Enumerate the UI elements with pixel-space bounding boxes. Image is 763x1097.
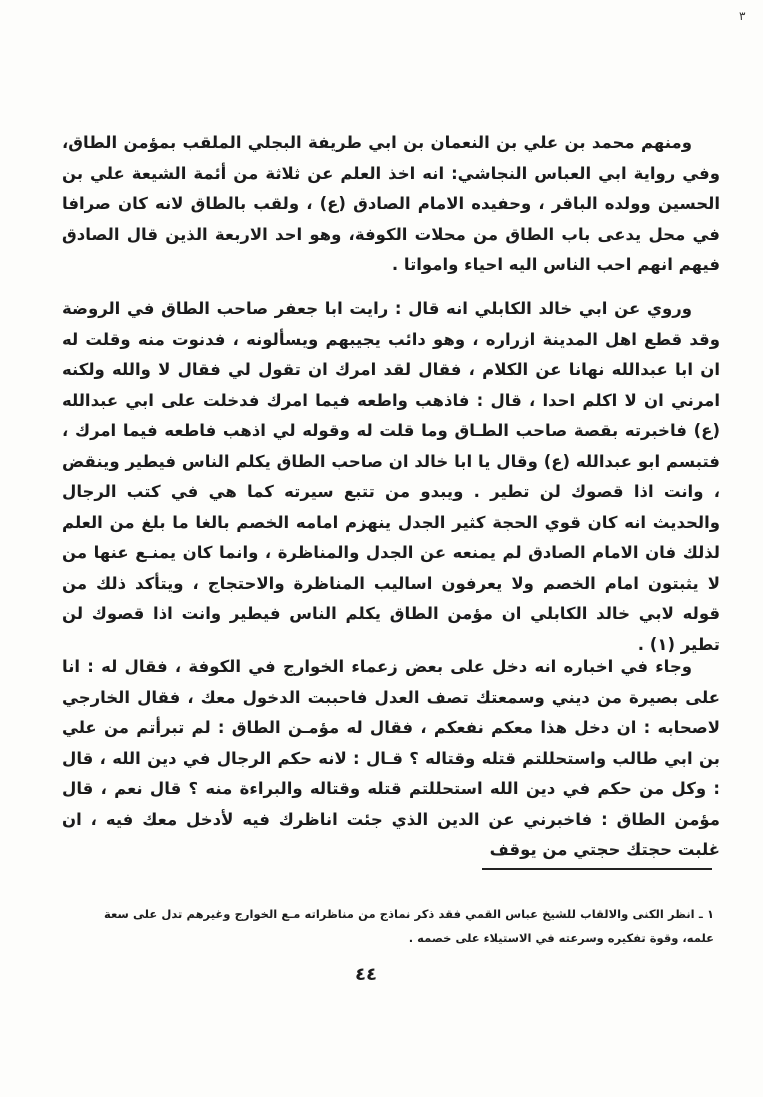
paragraph-abu-khalid-narration <box>62 294 720 660</box>
paragraph-text: وروي عن ابي خالد الكابلي انه قال : رايت ابا جعفر صاحب الطاق في الروضة وقد قطع اهل المدينة ازراره ، وهو دائب يجيبهم ويسألونه ، فدنوت منه وقلت له ان ابا عبدالله نهانا عن الكلام ، فقال لقد امرك ان تقول لي فقال لا والله ولكنه امرني ان لا اكلم احدا ، قال : فاذهب واطعه فيما امرك فدخلت على ابي عبدالله (ع) فاخبرته بقصة صاحب الطـاق وما قلت له وقوله لي اذهب فاطعه فيما امرك ، فتبسم ابو عبدالله (ع) وقال يا ابا خالد ان صاحب الطاق يكلم الناس فيطير وينقض ، وانت اذا قصوك لن تطير . ويبدو من تتبع سيرته كما هي في كتب الرجال والحديث انه كان قوي الحجة كثير الجدل ينهزم امامه الخصم بالغا ما بلغ من العلم لذلك فان الامام الصادق لم يمنعه عن الجدل والمناظرة ، وانما كان يمنـع عنها من لا يثبتون امام الخصم ولا يعرفون اساليب المناظرة والاحتجاج ، ويتأكد ذلك من قوله لابي خالد الكابلي ان مؤمن الطاق يكلم الناس فيطير وانت اذا قصوك لن تطير (١) . <box>62 299 720 654</box>
paragraph-text: ومنهم محمد بن علي بن النعمان بن ابي طريفة البجلي الملقب بمؤمن الطاق، وفي رواية ابي العباس النجاشي: انه اخذ العلم عن ثلاثة من أئمة الشيعة علي بن الحسين وولده الباقر ، وحفيده الامام الصادق (ع) ، ولقب بالطاق لانه كان صرافا في محل يدعى باب الطاق من محلات الكوفة، وهو احد الاربعة الذين قال الصادق فيهم انهم احب الناس اليه احياء وامواتا . <box>62 133 720 274</box>
footnote: ١ ـ انظر الكنى والالقاب للشيخ عباس القمي فقد ذكر نماذج من مناظراته مـع الخوارج وغيرهم تدل على سعة علمه، وقوة تفكيره وسرعته في الاستيلاء على خصمه . <box>104 907 714 945</box>
footnote-divider <box>482 868 712 870</box>
paragraph-khawarij-debate <box>62 652 720 866</box>
page-number: ٤٤ <box>355 964 377 985</box>
corner-mark: ٣ <box>739 9 746 23</box>
paragraph-text: وجاء في اخباره انه دخل على بعض زعماء الخوارج في الكوفة ، فقال له : انا على بصيرة من ديني وسمعتك تصف العدل فاحببت الدخول معك ، فقال الخارجي لاصحابه : ان دخل هذا معكم نفعكم ، فقال له مؤمـن الطاق : لم تبرأتم من علي بن ابي طالب واستحللتم قتله وقتاله ؟ قـال : لانه حكم الرجال في دين الله ، قال : وكل من حكم في دين الله استحللتم قتله وقتاله والبراءة منه ؟ قال نعم ، قال مؤمن الطاق : فاخبرني عن الدين الذي جئت اناظرك فيه لأدخل معك فيه ، ان غلبت حجتك حجتي من يوقف <box>62 657 720 859</box>
paragraph-mumin-al-taq-intro <box>62 128 720 281</box>
